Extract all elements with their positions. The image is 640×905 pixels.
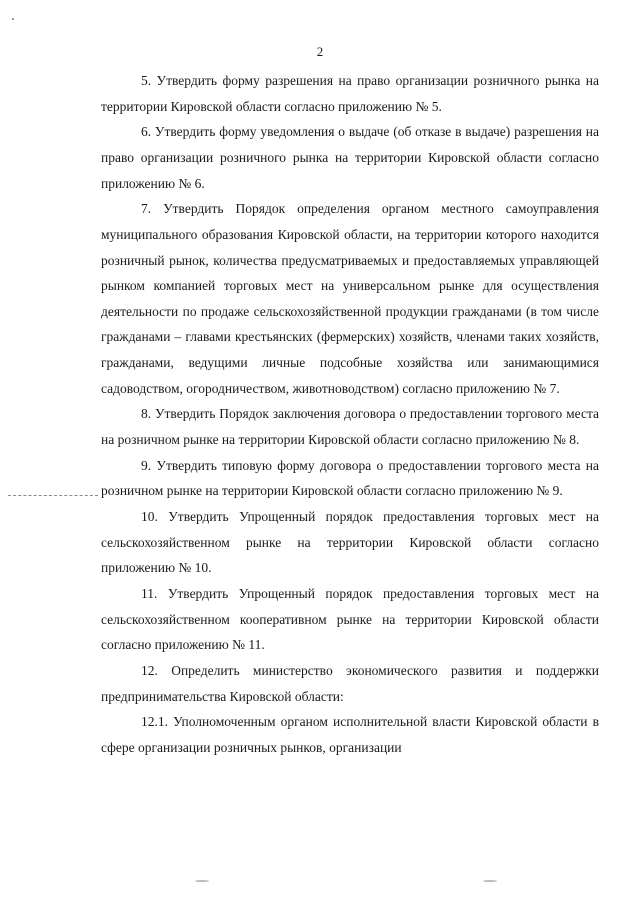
paragraph-item-7: 7. Утвердить Порядок определения органом местного самоуправления муниципального образования Кировской области, на территории которого находится розничный рынок, количества предусматриваемых и предоставляемых управляющей рынком компанией торговых мест на универсальном рынке для осуществления деятельности по продаже сельскохозяйственной продукции гражданами (в том числе гражданами – главами крестьянских (фермерских) хозяйств, членами таких хозяйств, гражданами, ведущими личные подсобные хозяйства или занимающимися садоводством, огородничеством, животноводством) согласно приложению № 7.: [101, 201, 599, 396]
paragraph-item-12: 12. Определить министерство экономического развития и поддержки предпринимательства Кировской области:: [101, 662, 599, 704]
paragraph-item-8: 8. Утвердить Порядок заключения договора о предоставлении торгового места на розничном рынке на территории Кировской области согласно приложению № 8.: [101, 406, 599, 447]
paragraph-item-6: 6. Утвердить форму уведомления о выдаче (об отказе в выдаче) разрешения на право организации розничного рынка на территории Кировской области согласно приложению № 6.: [101, 124, 599, 191]
paragraph-item-12-1: 12.1. Уполномоченным органом исполнительной власти Кировской области в сфере организации розничных рынков, организации: [101, 714, 599, 755]
paragraph-item-5: 5. Утвердить форму разрешения на право организации розничного рынка на территории Кировской области согласно приложению № 5.: [101, 73, 599, 114]
paragraph-item-11: 11. Утвердить Упрощенный порядок предоставления торговых мест на сельскохозяйственном кооперативном рынке на территории Кировской области согласно приложению № 11.: [101, 586, 599, 653]
page-number: 2: [316, 44, 324, 59]
scan-speck: [12, 18, 14, 20]
document-body: [101, 68, 599, 761]
paragraph-item-10: 10. Утвердить Упрощенный порядок предоставления торговых мест на сельскохозяйственном рынке на территории Кировской области согласно приложению № 10.: [101, 509, 599, 576]
scan-artifact-line: [8, 495, 98, 496]
scan-speck: [483, 880, 497, 882]
scan-speck: [195, 880, 209, 882]
paragraph-item-9: 9. Утвердить типовую форму договора о предоставлении торгового места на розничном рынке на территории Кировской области согласно приложению № 9.: [101, 457, 599, 499]
